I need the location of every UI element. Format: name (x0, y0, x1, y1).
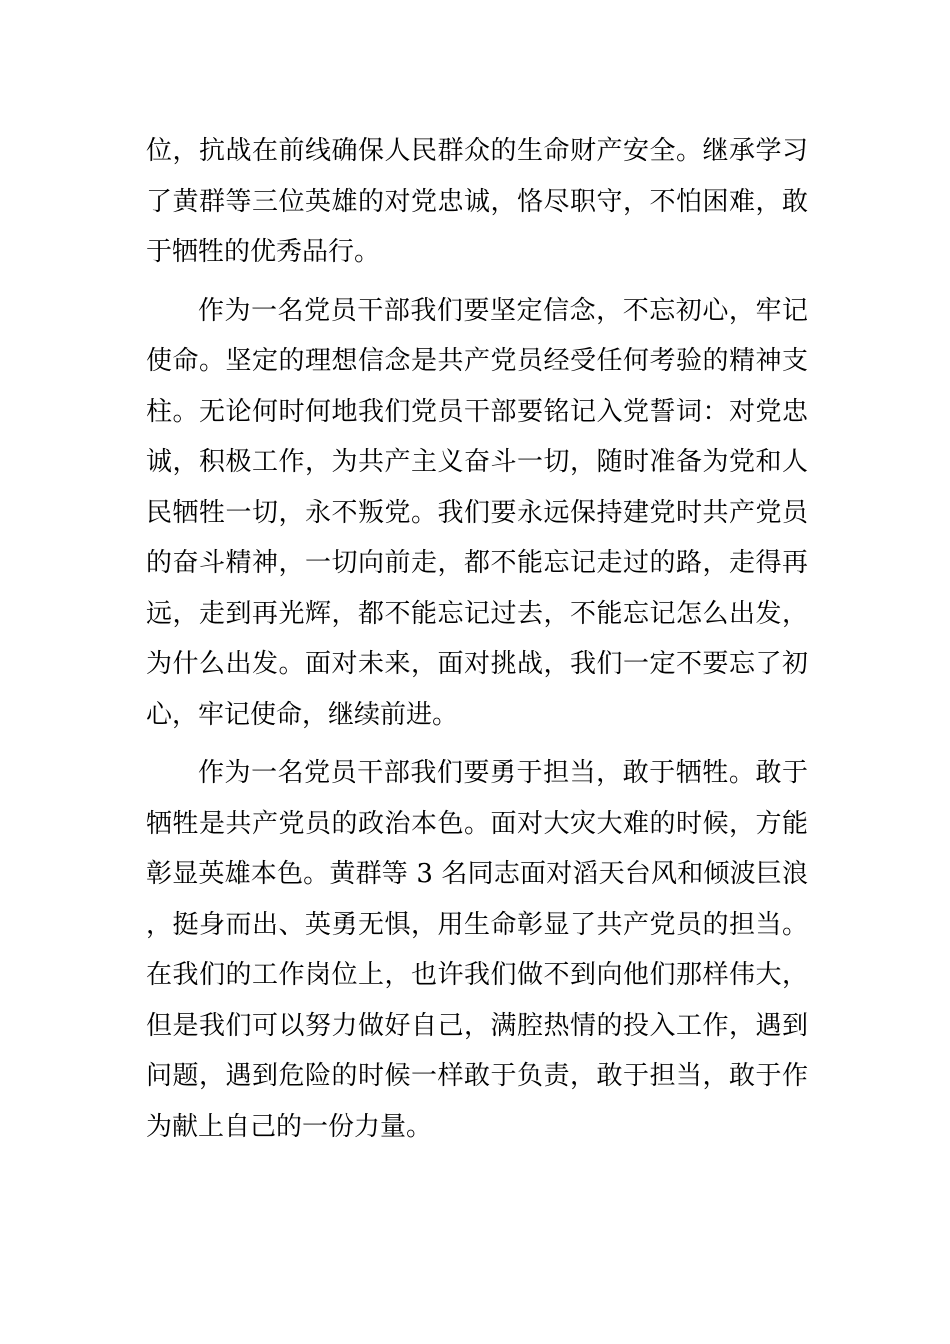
paragraph-3: 作为一名党员干部我们要勇于担当，敢于牺牲。敢于牺牲是共产党员的政治本色。面对大灾大难的时候，方能彰显英雄本色。黄群等 3 名同志面对滔天台风和倾波巨浪，挺身而出、英勇无惧，用生命彰显了共产党员的担当。在我们的工作岗位上，也许我们做不到向他们那样伟大，但是我们可以努力做好自己，满腔热情的投入工作，遇到问题，遇到危险的时候一样敢于负责，敢于担当，敢于作为献上自己的一份力量。 (146, 758, 808, 1142)
paragraph-2: 作为一名党员干部我们要坚定信念，不忘初心，牢记使命。坚定的理想信念是共产党员经受任何考验的精神支柱。无论何时何地我们党员干部要铭记入党誓词：对党忠诚，积极工作，为共产主义奋斗一切，随时准备为党和人民牺牲一切，永不叛党。我们要永远保持建党时共产党员的奋斗精神，一切向前走，都不能忘记走过的路，走得再远，走到再光辉，都不能忘记过去，不能忘记怎么出发，为什么出发。面对未来，面对挑战，我们一定不要忘了初心，牢记使命，继续前进。 (146, 295, 808, 730)
paragraph-1: 位，抗战在前线确保人民群众的生命财产安全。继承学习了黄群等三位英雄的对党忠诚，恪尽职守，不怕困难，敢于牺牲的优秀品行。 (146, 136, 808, 267)
document-body (146, 126, 808, 1160)
